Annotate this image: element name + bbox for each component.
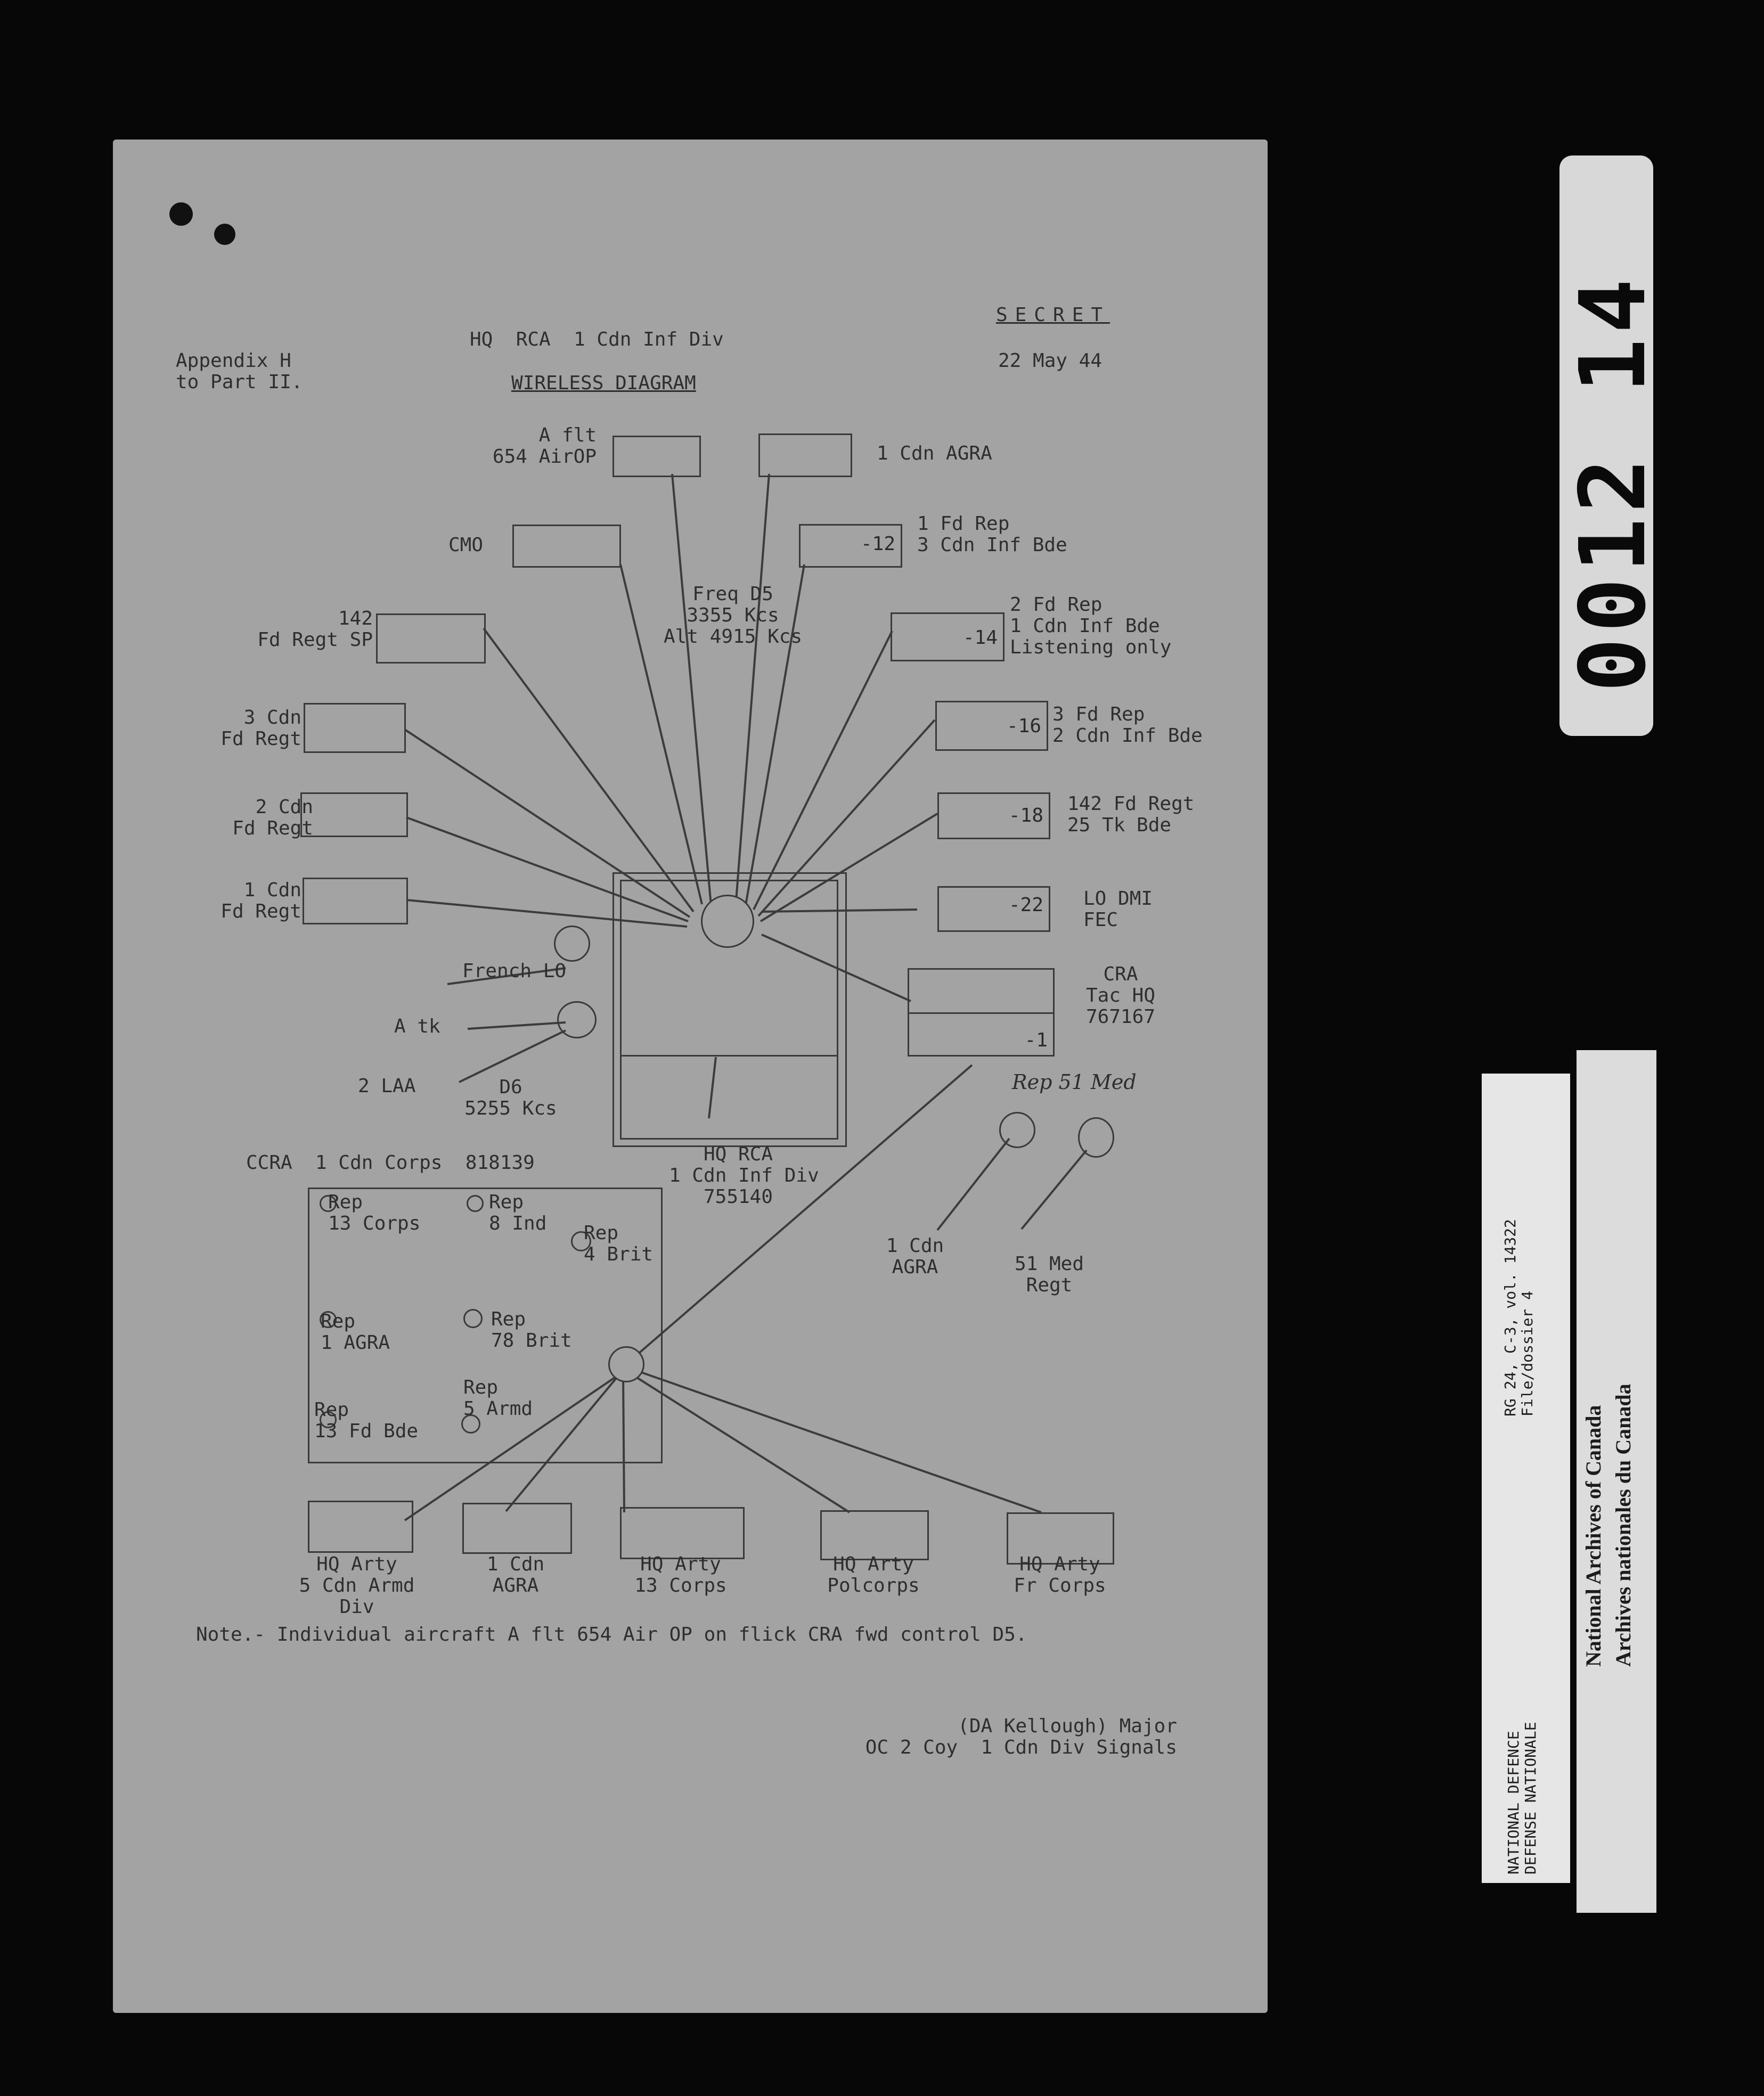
station-label: CMO [448,534,484,556]
handwritten-note: Rep 51 Med [1012,1070,1137,1094]
rep-label: Rep 5 Armd [463,1377,533,1420]
station-code: -16 [1006,715,1041,737]
hq-label: HQ RCA 1 Cdn Inf Div 755140 [669,1143,819,1208]
station-label: HQ Arty 5 Cdn Armd Div [299,1553,415,1618]
archive-name-fr: Archives nationales du Canada [1611,1383,1635,1667]
corps-set-circle [608,1346,644,1382]
station-label: 2 Fd Rep 1 Cdn Inf Bde Listening only [1010,594,1172,658]
station-label: 142 Fd Regt SP [257,608,373,651]
station-box [908,968,1055,1057]
set-frequency: D6 5255 Kcs [464,1076,557,1119]
station-label: HQ Arty 13 Corps [634,1553,727,1596]
appendix-reference: Appendix H to Part II. [176,350,303,393]
rep-label: Rep 8 Ind [489,1191,547,1234]
station-code: -1 [1024,1029,1048,1051]
station-box [620,1507,745,1559]
station-label: 1 Cdn Fd Regt [220,879,301,922]
station-box [304,703,406,753]
rep-circle [461,1414,480,1434]
unit-heading: HQ RCA 1 Cdn Inf Div [470,329,724,350]
station-box [376,613,486,664]
set-circle [999,1112,1035,1148]
rep-circle [467,1195,484,1212]
archive-reference: RG 24, C-3, vol. 14322 File/dossier 4 [1501,1219,1536,1417]
station-label: 1 Fd Rep 3 Cdn Inf Bde [917,513,1067,556]
archive-department: NATIONAL DEFENCE DEFENSE NATIONALE [1505,1722,1539,1874]
station-code: -18 [1008,805,1043,826]
station-label: LO DMI FEC [1083,888,1153,931]
set-label: 51 Med Regt [1014,1253,1084,1296]
hq-set-circle [701,895,754,948]
set-circle [557,1001,597,1038]
corps-heading: CCRA 1 Cdn Corps 818139 [246,1152,535,1174]
footnote: Note.- Individual aircraft A flt 654 Air OP on flick CRA fwd control D5. [196,1624,1027,1645]
rep-label: Rep 78 Brit [491,1308,572,1352]
station-box [799,524,902,568]
rep-label: Rep 4 Brit [584,1222,654,1265]
archive-stamp-number: 0012 14 [1561,273,1666,692]
set-circle [554,926,590,962]
station-label: 3 Fd Rep 2 Cdn Inf Bde [1052,703,1203,747]
station-code: -22 [1008,894,1043,916]
station-code: -14 [962,627,998,649]
station-label: 1 Cdn AGRA [877,443,992,464]
station-box [308,1501,413,1553]
security-classification: SECRET [996,304,1110,326]
station-box [758,433,852,477]
station-label: CRA Tac HQ 767167 [1085,963,1156,1028]
station-code: -12 [860,533,895,555]
station-box [935,701,1048,751]
rep-label: Rep 13 Corps [328,1191,421,1234]
station-box [891,612,1005,661]
station-box [937,886,1050,932]
station-label: A flt 654 AirOP [492,424,597,468]
station-label: 142 Fd Regt 25 Tk Bde [1067,793,1195,836]
set-label: 1 Cdn AGRA [886,1235,944,1278]
rep-label: Rep 1 AGRA [321,1311,390,1354]
set-label: A tk [394,1016,440,1037]
station-box [512,525,621,568]
frequency-label: Freq D5 3355 Kcs Alt 4915 Kcs [664,583,803,648]
rep-label: Rep 13 Fd Bde [314,1399,419,1442]
station-box [300,792,408,837]
station-label: HQ Arty Polcorps [827,1553,920,1596]
set-label: French LO [462,960,567,982]
station-label: 1 Cdn AGRA [486,1553,545,1596]
station-box [612,436,701,477]
station-box [820,1510,929,1560]
document-date: 22 May 44 [998,350,1102,372]
archive-name-en: National Archives of Canada [1581,1405,1605,1667]
station-box [937,792,1050,839]
diagram-title: WIRELESS DIAGRAM [511,372,696,394]
station-label: 2 Cdn Fd Regt [232,796,313,839]
station-label: HQ Arty Fr Corps [1014,1553,1106,1596]
station-box [462,1503,572,1554]
signature-block: (DA Kellough) Major OC 2 Coy 1 Cdn Div Signals [865,1715,1177,1758]
rep-circle [463,1309,483,1328]
station-label: 3 Cdn Fd Regt [220,707,301,750]
set-label: 2 LAA [358,1075,416,1097]
set-circle [1078,1117,1114,1158]
station-box [303,878,408,924]
